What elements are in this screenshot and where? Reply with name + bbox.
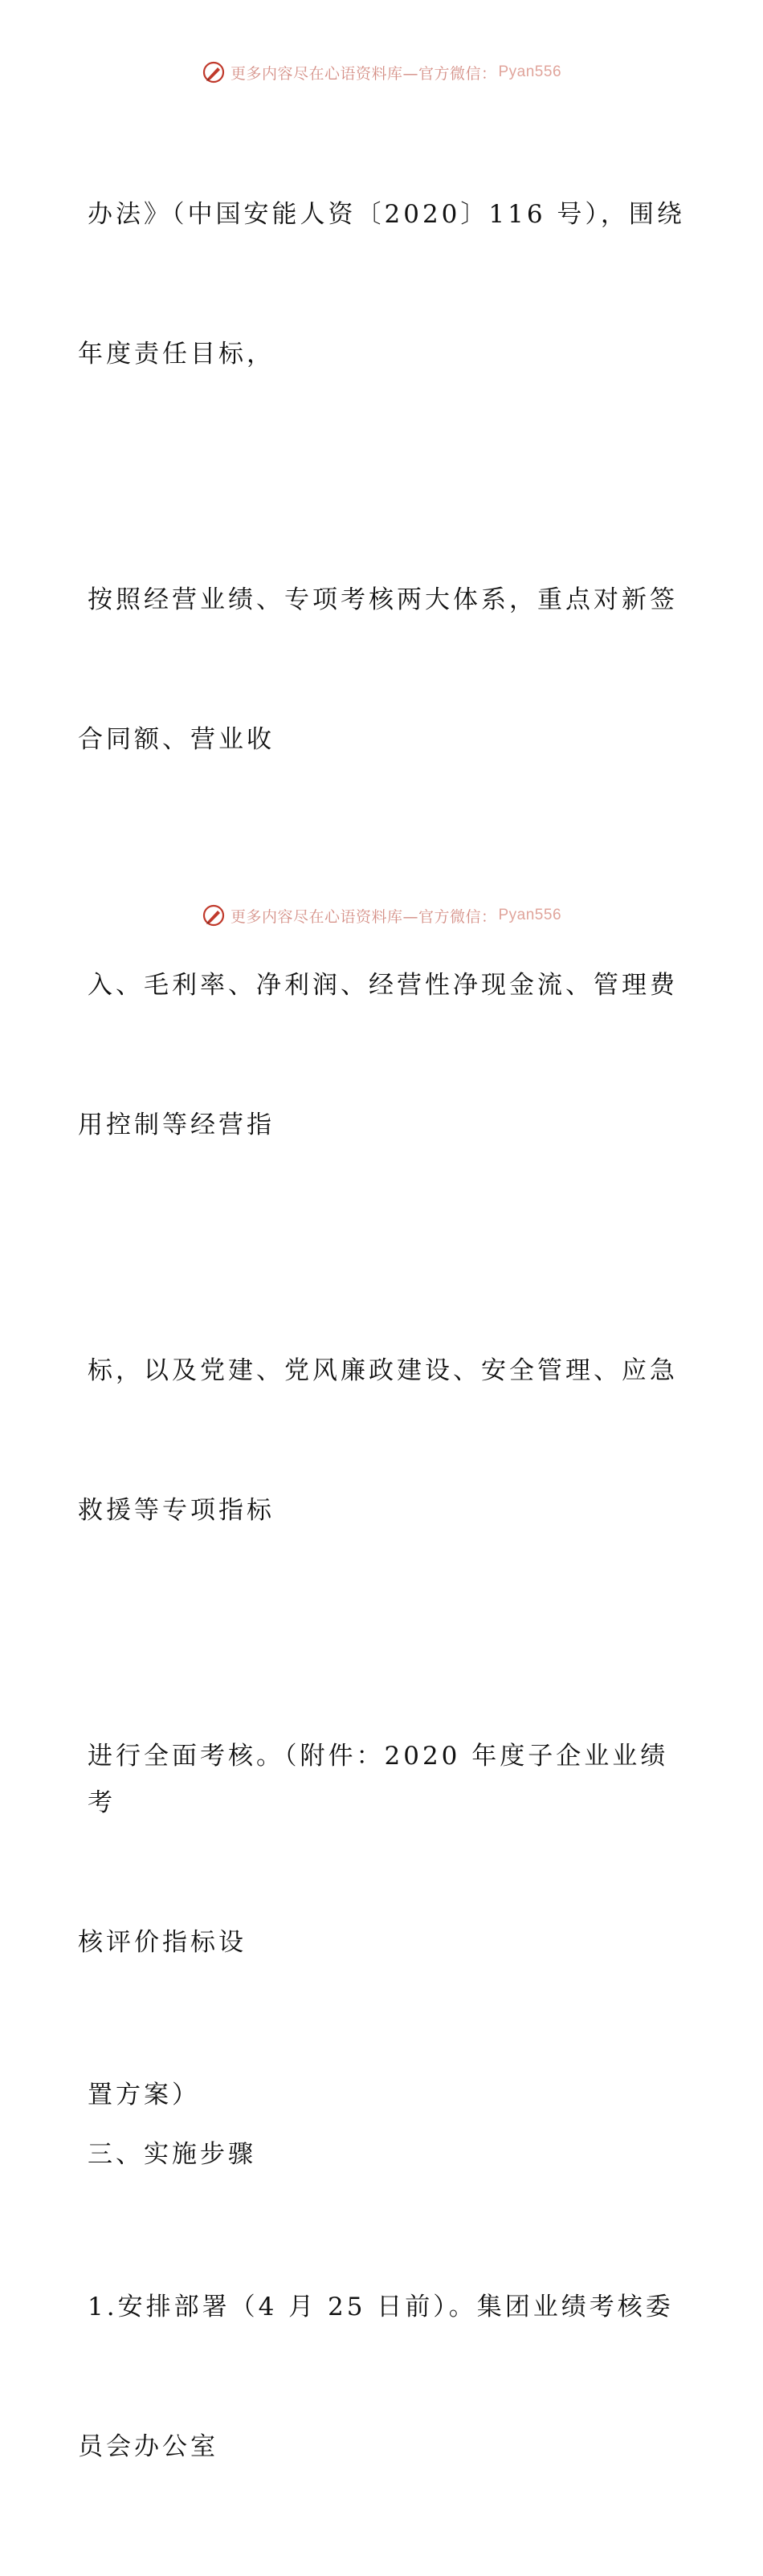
pen-logo-icon [202,60,226,84]
watermark-text: 更多内容尽在心语资料库—官方微信： [230,64,497,83]
paragraph-line: 进行全面考核。（附件：2020 年度子企业业绩考 [88,1742,669,1817]
document-body [78,98,688,2576]
watermark-handle: Pyan556 [498,907,562,923]
paragraph-line: 按照经营业绩、专项考核两大体系，重点对新签 [88,585,678,614]
paragraph-line: 1.安排部署（4 月 25 日前）。集团业绩考核委 [88,2293,674,2321]
watermark-text: 更多内容尽在心语资料库—官方微信： [230,907,497,926]
paragraph-line: 入、毛利率、净利润、经营性净现金流、管理费 [88,971,678,1000]
section-heading: 三、实施步骤 [88,2140,256,2169]
paragraph-line: 合同额、营业收 [78,725,275,754]
paragraph-4 [78,1254,688,1627]
paragraph-line: 员会办公室 [78,2432,218,2461]
paragraph-line: 核评价指标设 [78,1928,247,1957]
paragraph-line: 标，以及党建、党风廉政建设、安全管理、应急 [88,1356,678,1385]
paragraph-line: 用控制等经营指 [78,1111,275,1139]
step-1-paragraph [78,2191,688,2563]
pen-logo-icon [202,903,226,927]
paragraph-line: 办法》（中国安能人资〔2020〕116 号），围绕 [88,200,685,229]
paragraph-1 [78,98,688,471]
paragraph-line: 救援等专项指标 [78,1496,275,1525]
watermark-handle: Pyan556 [498,63,562,80]
watermark-footer [0,899,763,931]
paragraph-5 [78,1640,688,2059]
paragraph-line: 年度责任目标， [78,340,275,369]
watermark-header [0,56,763,88]
paragraph-2 [78,483,688,856]
paragraph-line-set-plan: 置方案） [88,2081,200,2109]
